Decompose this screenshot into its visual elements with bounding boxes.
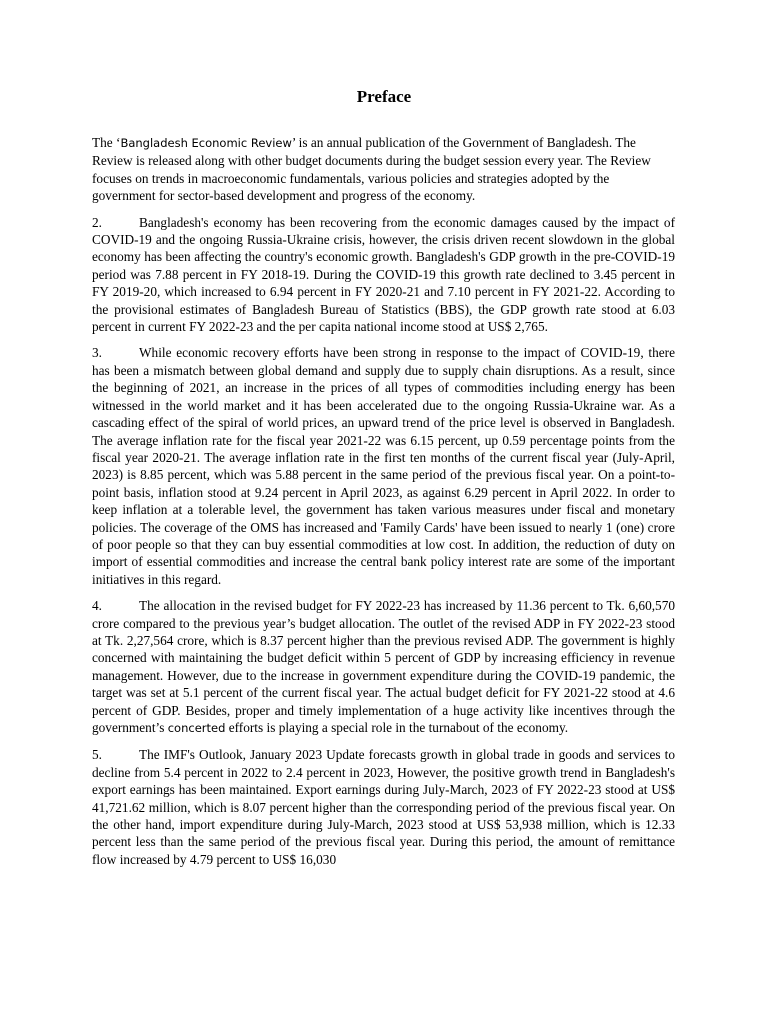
intro-text-after: ’ is an annual publication of the Government of Bangladesh. The Review is released along with other budget documents during the budget session every year. The Review focuses on trends in macroeconomic fundamentals, various policies and strategies adopted by the government for sector-based development and progress of the economy.	[92, 135, 651, 204]
intro-paragraph	[92, 134, 675, 205]
document-body	[92, 134, 675, 877]
paragraph-text: Bangladesh's economy has been recovering from the economic damages caused by the impact of COVID-19 and the ongoing Russia-Ukraine crisis, however, the crisis driven recent slowdown in the global economy has been affecting the country's economic growth. Bangladesh's GDP growth in the pre-COVID-19 period was 7.88 percent in FY 2018-19. During the COVID-19 this growth rate declined to 3.45 percent in FY 2019-20, which increased to 6.94 percent in FY 2020-21 and 7.10 percent in FY 2021-22. According to the provisional estimates of Bangladesh Bureau of Statistics (BBS), the GDP growth rate stood at 6.03 percent in current FY 2022-23 and the per capita national income stood at US$ 2,765.	[92, 214, 675, 335]
paragraph-text-after: efforts is playing a special role in the turnabout of the economy.	[225, 720, 569, 735]
paragraph-number: 4.	[92, 598, 102, 614]
paragraph-2	[92, 214, 675, 336]
intro-text-before: The ‘	[92, 135, 121, 150]
paragraph-emphasis: concerted	[167, 721, 226, 735]
paragraph-number: 5.	[92, 747, 102, 763]
publication-name: Bangladesh Economic Review	[120, 136, 292, 150]
paragraph-number: 2.	[92, 214, 102, 230]
paragraph-text-before: The allocation in the revised budget for FY 2022-23 has increased by 11.36 percent to Tk. 6,60,570 crore compared to the previous year’s budget allocation. The outlet of the revised ADP in FY 2022-23 stood at Tk. 2,27,564 crore, which is 8.37 percent higher than the previous revised ADP. The government is highly concerned with maintaining the budget deficit within 5 percent of GDP by increasing efficiency in revenue management. However, due to the increase in government expenditure during the COVID-19 pandemic, the target was set at 5.1 percent of the current fiscal year. The actual budget deficit for FY 2021-22 stood at 4.6 percent of GDP. Besides, proper and timely implementation of a huge activity like incentives through the government’s	[92, 598, 675, 735]
paragraph-text: While economic recovery efforts have been strong in response to the impact of COVID-19, there has been a mismatch between global demand and supply due to supply chain disruptions. As a result, since the beginning of 2021, an increase in the prices of all types of commodities including energy has been witnessed in the world market and it has been accelerated due to the ongoing Russia-Ukraine war. As a cascading effect of the spiral of world prices, an upward trend of the price level is observed in Bangladesh. The average inflation rate for the fiscal year 2021-22 was 6.15 percent, up 0.59 percentage points from the fiscal year 2020-21. The average inflation rate in the first ten months of the current fiscal year (July-April, 2023) is 8.85 percent, which was 5.88 percent in the same period of the previous fiscal year. On a point-to-point basis, inflation stood at 9.24 percent in April 2023, as against 6.29 percent in April 2022. In order to keep inflation at a tolerable level, the government has taken various measures under fiscal and monetary policies. The coverage of the OMS has increased and 'Family Cards' have been issued to nearly 1 (one) crore of poor people so that they can buy essential commodities at low cost. In addition, the reduction of duty on import of essential commodities and increase the central bank policy interest rate are some of the important initiatives in this regard.	[92, 345, 675, 587]
paragraph-number: 3.	[92, 345, 102, 361]
paragraph-5	[92, 746, 675, 868]
paragraph-4	[92, 597, 675, 737]
paragraph-3	[92, 344, 675, 588]
page-title: Preface	[356, 87, 412, 106]
paragraph-text: The IMF's Outlook, January 2023 Update forecasts growth in global trade in goods and services to decline from 5.4 percent in 2022 to 2.4 percent in 2023, However, the positive growth trend in Bangladesh's export earnings has been maintained. Export earnings during July-March, 2023 of FY 2022-23 stood at US$ 41,721.62 million, which is 8.07 percent higher than the corresponding period of the previous fiscal year. On the other hand, import expenditure during July-March, 2023 stood at US$ 53,938 million, which is 12.33 percent less than the same period of the previous fiscal year. During this period, the amount of remittance flow increased by 4.79 percent to US$ 16,030	[92, 747, 675, 867]
